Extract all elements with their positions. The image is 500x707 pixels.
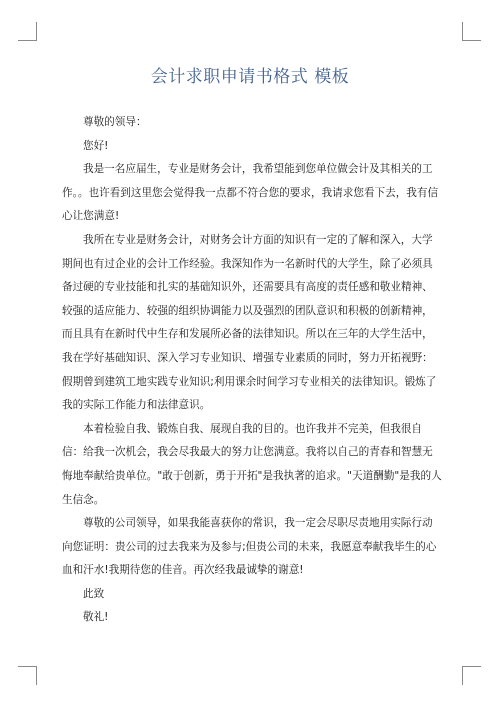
crop-mark-top-left — [18, 22, 37, 41]
hello-line: 您好! — [83, 139, 109, 152]
document-title: 会计求职申请书格式 模板 — [150, 67, 350, 87]
paragraph-3: 本着检验自我、锻炼自我、展现自我的目的。也许我并不完美，但我很自信：给我一次机会，我会尽我最大的努力让您满意。我将以自己的青春和智慧无悔地奉献给贵单位。"敢于创新，勇于开拓"是我执著的追求。"天道酬勤"是我的人生信念。 — [62, 422, 442, 506]
paragraph-4: 尊敬的公司领导，如果我能喜获你的常识，我一定会尽职尽责地用实际行动向您证明：贵公司的过去我来为及参与;但贵公司的未来，我愿意奉献我毕生的心血和汗水!我期待您的佳音。再次经我最诚挚的谢意! — [62, 517, 437, 577]
crop-mark-bottom-left — [18, 666, 37, 685]
paragraph-1: 我是一名应届生，专业是财务会计，我希望能到您单位做会计及其相关的工作。。也许看到这里您会觉得我一点都不符合您的要求，我请求您看下去，我有信心让您满意! — [62, 163, 439, 223]
closing-line: 此致 — [83, 587, 105, 600]
paragraph-2: 我所在专业是财务会计，对财务会计方面的知识有一定的了解和深入，大学期间也有过企业的会计工作经验。我深知作为一名新时代的大学生，除了必须具备过硬的专业技能和扎实的基础知识外，还需要具有高度的责任感和敬业精神、较强的适应能力、较强的组织协调能力以及强烈的团队意识和积极的创新精神，而且具有在新时代中生存和发展所必备的法律知识。所以在三年的大学生活中，我在学好基础知识、深入学习专业知识、增强专业素质的同时，努力开拓视野：假期曾到建筑工地实践专业知识;利用课余时间学习专业相关的法律知识。锻炼了我的实际工作能力和法律意识。 — [62, 233, 437, 412]
greeting: 尊敬的领导： — [83, 116, 147, 128]
regards-line: 敬礼! — [83, 611, 109, 624]
crop-mark-bottom-right — [462, 666, 481, 685]
letter-body — [62, 111, 442, 630]
crop-mark-top-right — [462, 22, 481, 41]
